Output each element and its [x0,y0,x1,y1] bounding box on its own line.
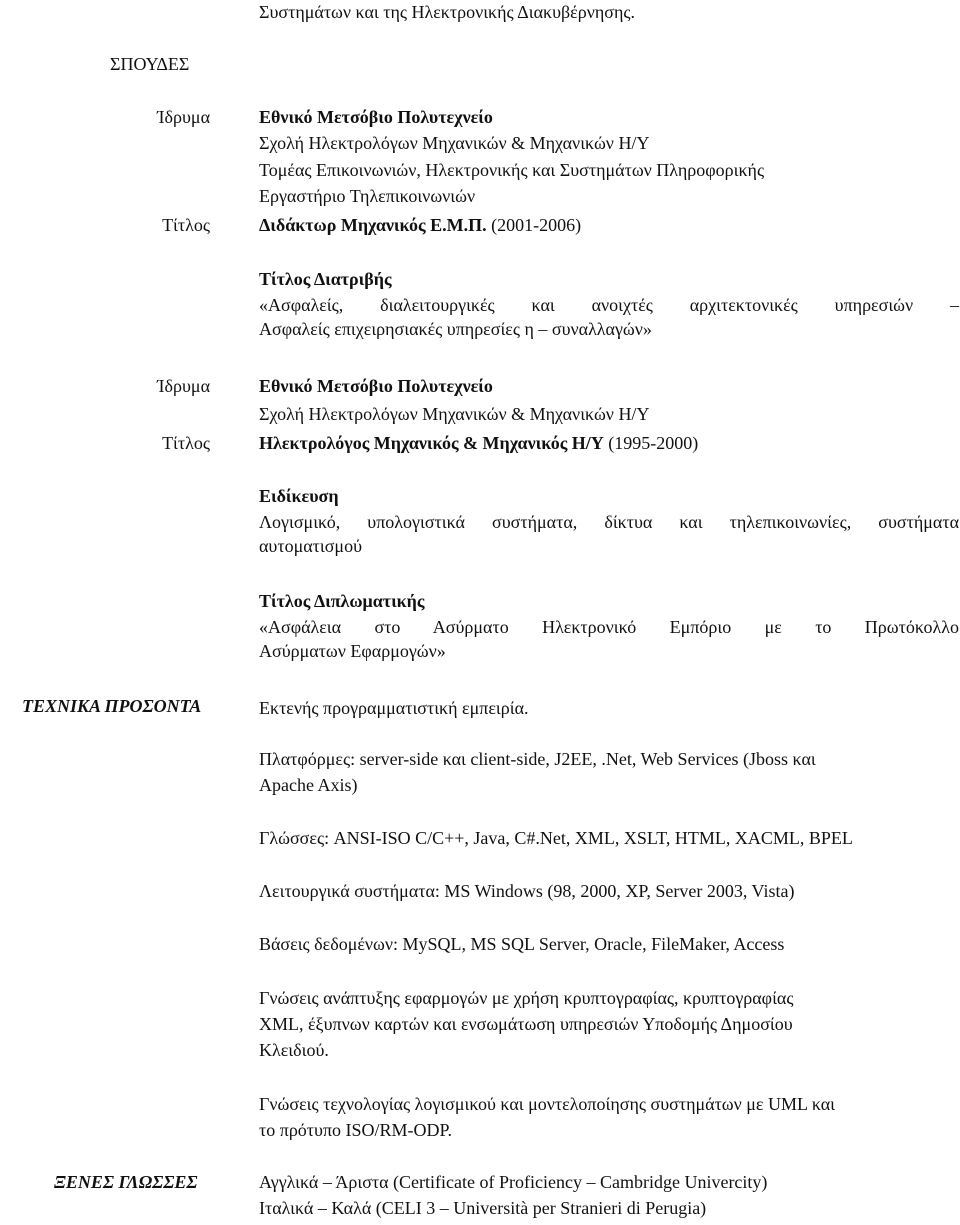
diploma-title: Ηλεκτρολόγος Μηχανικός & Μηχανικός Η/Υ [259,433,604,453]
os-line: Λειτουργικά συστήματα: MS Windows (98, 2000, XP, Server 2003, Vista) [259,881,795,901]
diploma-thesis-heading: Τίτλος Διπλωματικής [259,591,425,611]
phd-division: Τομέας Επικοινωνιών, Ηλεκτρονικής και Συστημάτων Πληροφορικής [259,160,765,180]
phd-institution-label: Ίδρυμα [157,107,210,127]
uml-line-2: το πρότυπο ISO/RM-ODP. [259,1120,453,1140]
technical-skills-heading: ΤΕΧΝΙΚΑ ΠΡΟΣΟΝΤΑ [22,696,202,716]
diploma-years: (1995-2000) [608,433,699,453]
intro-line: Συστημάτων και της Ηλεκτρονικής Διακυβέρνησης. [259,2,635,22]
phd-thesis-heading: Τίτλος Διατριβής [259,269,392,289]
phd-thesis-title [259,293,959,341]
platforms-line-1: Πλατφόρμες: server-side και client-side, J2EE, .Net, Web Services (Jboss και [259,749,816,769]
studies-heading: ΣΠΟΥΔΕΣ [110,54,190,74]
specialization-line-2: αυτοματισμού [259,536,362,556]
crypto-line-2: XML, έξυπνων καρτών και ενσωμάτωση υπηρεσιών Υποδομής Δημοσίου [259,1014,793,1034]
english-line: Αγγλικά – Άριστα (Certificate of Proficiency – Cambridge Univercity) [259,1172,768,1192]
diploma-title-label: Τίτλος [162,433,210,453]
phd-thesis-line-2: Ασφαλείς επιχειρησιακές υπηρεσίες η – συναλλαγών» [259,319,652,339]
platforms-line-2: Apache Axis) [259,775,358,795]
diploma-institution-label: Ίδρυμα [157,376,210,396]
databases-line: Βάσεις δεδομένων: MySQL, MS SQL Server, Oracle, FileMaker, Access [259,934,785,954]
diploma-thesis-line-1: «Ασφάλεια στο Ασύρματο Ηλεκτρονικό Εμπόριο με το Πρωτόκολλο [259,617,959,637]
diploma-thesis-title [259,615,959,663]
uml-line-1: Γνώσεις τεχνολογίας λογισμικού και μοντελοποίησης συστημάτων με UML και [259,1094,836,1114]
specialization-heading: Ειδίκευση [259,486,339,506]
phd-thesis-line-1: «Ασφαλείς, διαλειτουργικές και ανοιχτές αρχιτεκτονικές υπηρεσιών – [259,295,959,315]
experience-line: Εκτενής προγραμματιστική εμπειρία. [259,698,529,718]
diploma-thesis-line-2: Ασύρματων Εφαρμογών» [259,641,446,661]
phd-title: Διδάκτωρ Μηχανικός Ε.Μ.Π. [259,215,487,235]
languages-line: Γλώσσες: ANSI-ISO C/C++, Java, C#.Net, XML, XSLT, HTML, XACML, BPEL [259,828,853,848]
phd-institution-name: Εθνικό Μετσόβιο Πολυτεχνείο [259,107,493,127]
diploma-institution-name: Εθνικό Μετσόβιο Πολυτεχνείο [259,376,493,396]
italian-line: Ιταλικά – Καλά (CELI 3 – Università per Stranieri di Perugia) [259,1198,707,1218]
phd-title-line [259,213,581,237]
phd-lab: Εργαστήριο Τηλεπικοινωνιών [259,186,476,206]
diploma-title-line [259,431,698,455]
phd-title-label: Τίτλος [162,215,210,235]
specialization-line-1: Λογισμικό, υπολογιστικά συστήματα, δίκτυα και τηλεπικοινωνίες, συστήματα [259,512,959,532]
foreign-languages-heading: ΞΕΝΕΣ ΓΛΩΣΣΕΣ [54,1172,198,1192]
phd-school: Σχολή Ηλεκτρολόγων Μηχανικών & Μηχανικών Η/Υ [259,133,650,153]
phd-years: (2001-2006) [491,215,582,235]
specialization-text [259,510,959,558]
diploma-school: Σχολή Ηλεκτρολόγων Μηχανικών & Μηχανικών Η/Υ [259,404,650,424]
crypto-line-3: Κλειδιού. [259,1040,329,1060]
crypto-line-1: Γνώσεις ανάπτυξης εφαρμογών με χρήση κρυπτογραφίας, κρυπτογραφίας [259,988,794,1008]
